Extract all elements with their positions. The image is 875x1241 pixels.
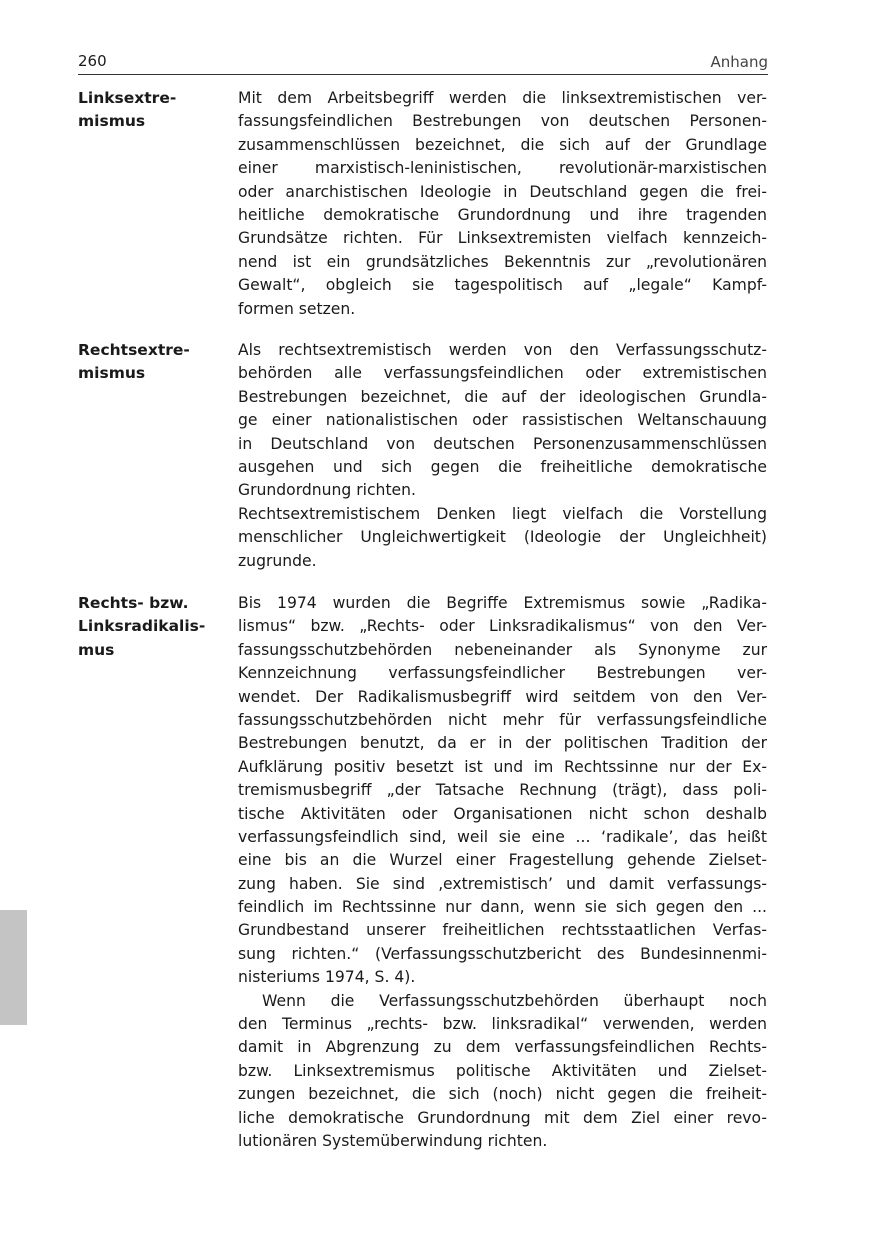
definition-line: heitliche demokratische Grundordnung und ihre tragenden [238,205,767,224]
definition-line: Grundbestand unserer freiheitlichen rechtsstaatlichen Verfas- [238,921,767,940]
definition-line: Gewalt“, obgleich sie tagespolitisch auf „legale“ Kampf- [238,276,767,295]
definition-line: behörden alle verfassungsfeindlichen oder extremistischen [238,364,767,383]
definition-line: bzw. Linksextremismus politische Aktivitäten und Zielset- [238,1061,767,1080]
definition-line: einer marxistisch-leninistischen, revolutionär-marxistischen [238,159,767,178]
term-line: Linksextre- [78,89,177,107]
definition-line: zugrunde. [238,551,317,570]
definition-line: feindlich im Rechtssinne nur dann, wenn sie sich gegen den ... [238,898,767,917]
definition-line: in Deutschland von deutschen Personenzusammenschlüssen [238,434,767,453]
definition-line: liche demokratische Grundordnung mit dem Ziel einer revo- [238,1108,767,1127]
definition-line: Kennzeichnung verfassungsfeindlicher Bestrebungen ver- [238,664,767,683]
definition-line: Bis 1974 wurden die Begriffe Extremismus sowie „Radika- [238,594,767,612]
definition-line: Bestrebungen bezeichnet, die auf der ideologischen Grundla- [238,387,767,406]
definition-line: zung haben. Sie sind ‚extremistisch’ und damit verfassungs- [238,874,767,893]
definition-line: Aufklärung positiv besetzt ist und im Rechtssinne nur der Ex- [238,757,767,776]
glossary-term [78,592,228,662]
definition-line: Bestrebungen benutzt, da er in der politischen Tradition der [238,734,767,753]
definition-line: den Terminus „rechts- bzw. linksradikal“ verwenden, werden [238,1015,767,1034]
definition-line: zungen bezeichnet, die sich (noch) nicht gegen die freiheit- [238,1085,767,1104]
definition-line: Grundordnung richten. [238,481,416,500]
glossary-definition [238,87,767,321]
term-line: Rechts- bzw. [78,594,189,612]
definition-line: zusammenschlüssen bezeichnet, die sich auf der Grundlage [238,135,767,154]
glossary-definition [238,339,767,573]
definition-line: oder anarchistischen Ideologie in Deutschland gegen die frei- [238,182,767,201]
definition-line: ge einer nationalistischen oder rassistischen Weltanschauung [238,411,767,430]
definition-line: menschlicher Ungleichwertigkeit (Ideologie der Ungleichheit) [238,528,767,547]
definition-line: Rechtsextremistischem Denken liegt vielfach die Vorstellung [238,504,767,523]
definition-line: sung richten.“ (Verfassungsschutzbericht des Bundesinnenmi- [238,944,767,963]
definition-line: Wenn die Verfassungsschutzbehörden überhaupt noch [262,991,767,1010]
glossary-definition [238,592,767,1153]
term-line: mismus [78,364,146,383]
definition-line: fassungsschutzbehörden nicht mehr für verfassungsfeindliche [238,710,767,729]
definition-line: eine bis an die Wurzel einer Fragestellung gehende Zielset- [238,851,767,870]
definition-line: lutionären Systemüberwindung richten. [238,1131,548,1150]
definition-line: tische Aktivitäten oder Organisationen nicht schon deshalb [238,804,767,823]
definition-line: wendet. Der Radikalismusbegriff wird seitdem von den Ver- [238,687,767,706]
definition-line: nisteriums 1974, S. 4). [238,968,416,987]
definition-line: fassungsfeindlichen Bestrebungen von deutschen Personen- [238,112,767,131]
definition-line: Als rechtsextremistisch werden von den Verfassungsschutz- [238,341,767,359]
page-number: 260 [78,52,107,70]
glossary-term [78,339,228,386]
page-header [78,52,768,75]
definition-line: nend ist ein grundsätzliches Bekenntnis zur „revolutionären [238,252,767,271]
term-line: Rechtsextre- [78,341,190,359]
term-line: mismus [78,112,146,131]
definition-line: tremismusbegriff „der Tatsache Rechnung (trägt), dass poli- [238,781,767,800]
definition-line: Mit dem Arbeitsbegriff werden die linksextremistischen ver- [238,89,767,107]
definition-line: verfassungsfeindlich sind, weil sie eine ... ‘radikale’, das heißt [238,827,767,846]
glossary-term [78,87,228,134]
definition-line: formen setzen. [238,299,356,318]
thumb-index-tab [0,910,27,1025]
definition-line: ausgehen und sich gegen die freiheitliche demokratische [238,457,767,476]
term-line: mus [78,640,115,659]
running-head: Anhang [710,53,768,71]
definition-line: fassungsschutzbehörden nebeneinander als Synonyme zur [238,640,767,659]
term-line: Linksradikalis- [78,617,206,636]
definition-line: Grundsätze richten. Für Linksextremisten vielfach kennzeich- [238,229,767,248]
definition-line: damit in Abgrenzung zu dem verfassungsfeindlichen Rechts- [238,1038,767,1057]
definition-line: lismus“ bzw. „Rechts- oder Linksradikalismus“ von den Ver- [238,617,767,636]
